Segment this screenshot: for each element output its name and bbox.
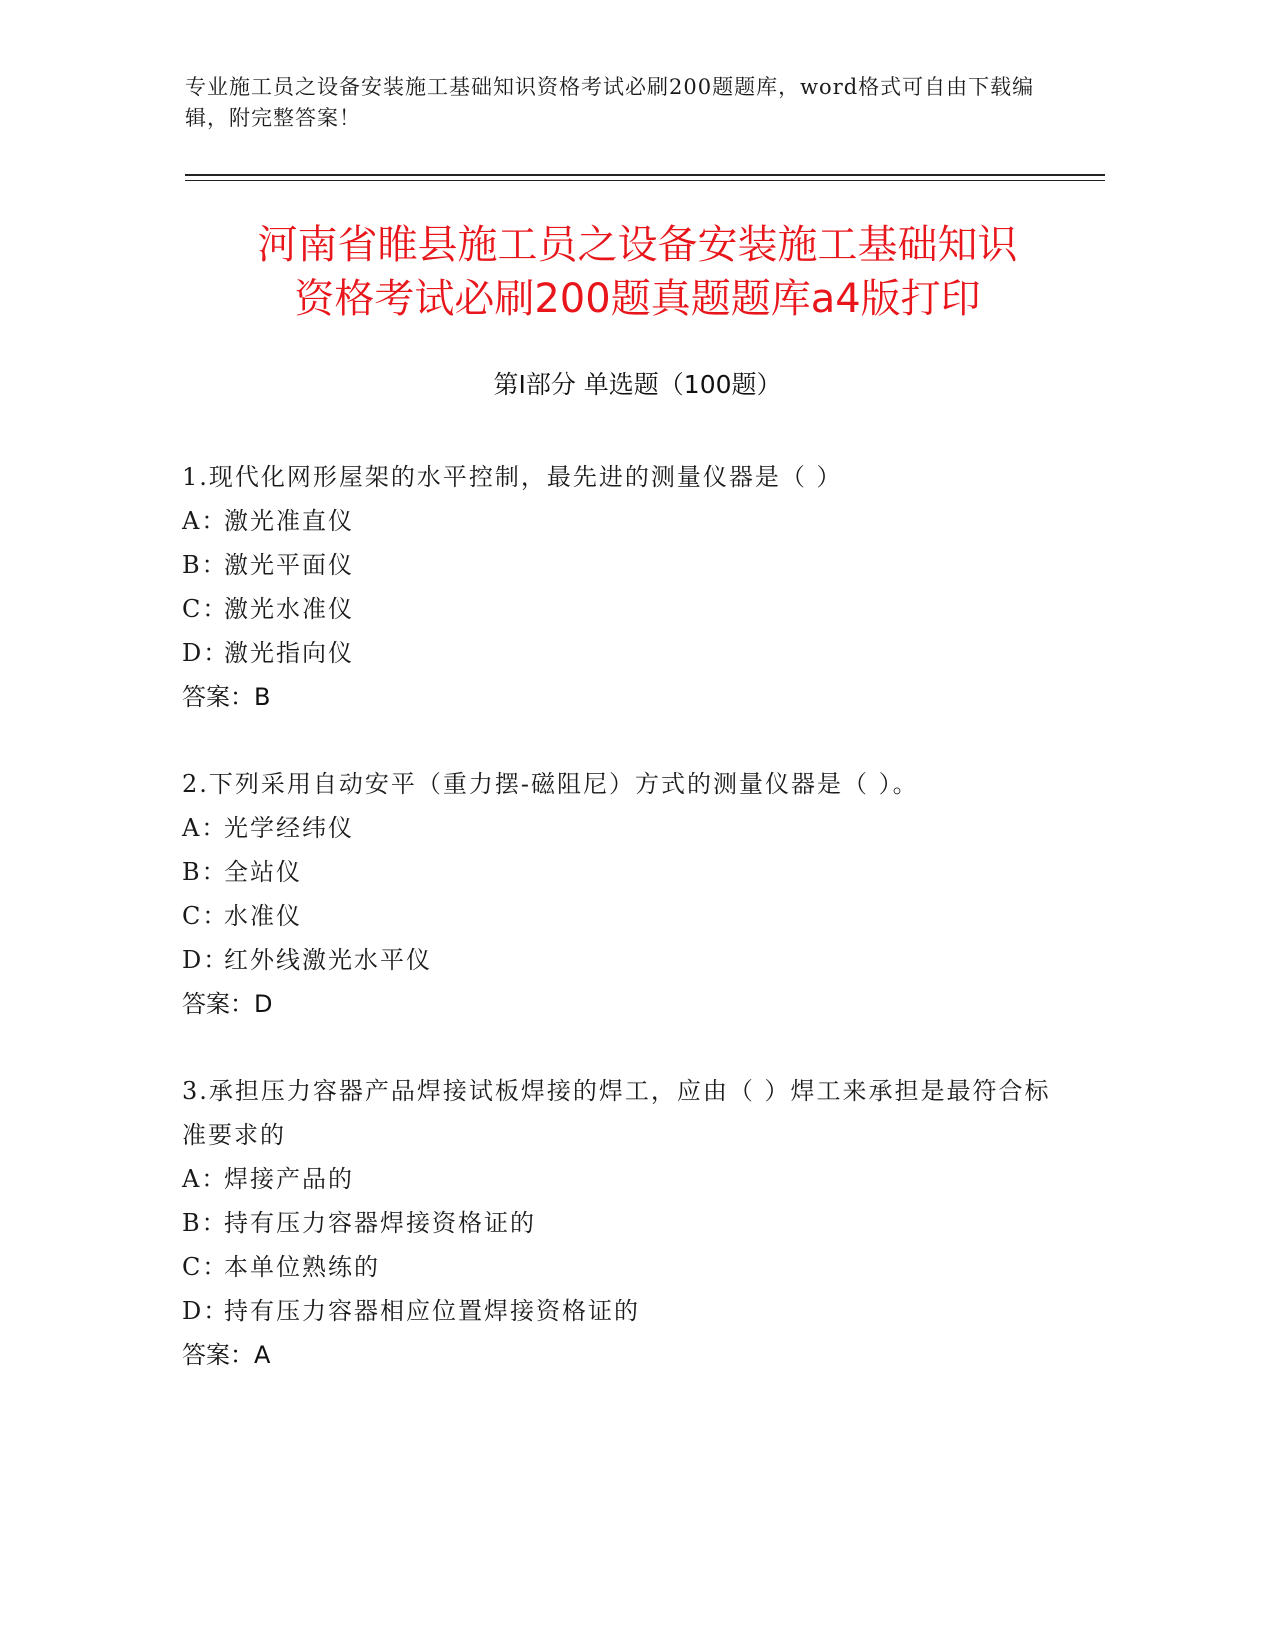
question-3: [182, 1069, 1062, 1377]
option-key: C：: [182, 902, 229, 930]
option-b: [182, 1201, 1062, 1245]
option-key: D：: [182, 946, 230, 974]
document-title: [120, 218, 1155, 326]
option-text: 持有压力容器相应位置焊接资格证的: [224, 1297, 640, 1325]
option-d: [182, 631, 1062, 675]
section-heading: 第Ⅰ部分 单选题（100题）: [493, 370, 782, 399]
header-note: 专业施工员之设备安装施工基础知识资格考试必刷200题题库，word格式可自由下载编辑，附完整答案！: [185, 75, 1035, 130]
question-1: [182, 455, 1062, 719]
option-text: 全站仪: [224, 858, 302, 886]
question-2: [182, 762, 1062, 1026]
option-key: B：: [182, 858, 228, 886]
option-a: [182, 806, 1062, 850]
option-b: [182, 543, 1062, 587]
option-b: [182, 850, 1062, 894]
option-text: 激光指向仪: [224, 639, 354, 667]
document-title-line-2: 资格考试必刷200题真题题库a4版打印: [294, 276, 981, 322]
option-text: 光学经纬仪: [224, 814, 354, 842]
option-text: 水准仪: [224, 902, 302, 930]
question-stem: 2.下列采用自动安平（重力摆-磁阻尼）方式的测量仪器是（ ）。: [182, 770, 919, 798]
option-c: [182, 587, 1062, 631]
header-divider-thin: [185, 180, 1105, 181]
option-key: A：: [182, 507, 228, 535]
option-key: B：: [182, 1209, 228, 1237]
option-key: C：: [182, 1253, 229, 1281]
option-a: [182, 1157, 1062, 1201]
option-key: C：: [182, 595, 229, 623]
option-key: A：: [182, 1165, 228, 1193]
option-d: [182, 938, 1062, 982]
answer: 答案：A: [182, 1341, 271, 1369]
option-text: 红外线激光水平仪: [224, 946, 432, 974]
answer: 答案：B: [182, 683, 271, 711]
option-key: D：: [182, 1297, 230, 1325]
header-divider-thick: [185, 174, 1105, 176]
answer: 答案：D: [182, 990, 273, 1018]
option-key: D：: [182, 639, 230, 667]
question-list: [182, 455, 1062, 1420]
option-c: [182, 894, 1062, 938]
option-a: [182, 499, 1062, 543]
option-c: [182, 1245, 1062, 1289]
option-text: 本单位熟练的: [224, 1253, 380, 1281]
option-text: 激光水准仪: [224, 595, 354, 623]
option-text: 持有压力容器焊接资格证的: [224, 1209, 536, 1237]
option-text: 焊接产品的: [224, 1165, 354, 1193]
question-stem: 3.承担压力容器产品焊接试板焊接的焊工，应由（ ）焊工来承担是最符合标准要求的: [182, 1077, 1051, 1149]
option-text: 激光准直仪: [224, 507, 354, 535]
option-text: 激光平面仪: [224, 551, 354, 579]
option-key: A：: [182, 814, 228, 842]
question-stem: 1.现代化网形屋架的水平控制，最先进的测量仪器是（ ）: [182, 463, 843, 491]
document-title-line-1: 河南省睢县施工员之设备安装施工基础知识: [257, 222, 1018, 268]
option-d: [182, 1289, 1062, 1333]
option-key: B：: [182, 551, 228, 579]
